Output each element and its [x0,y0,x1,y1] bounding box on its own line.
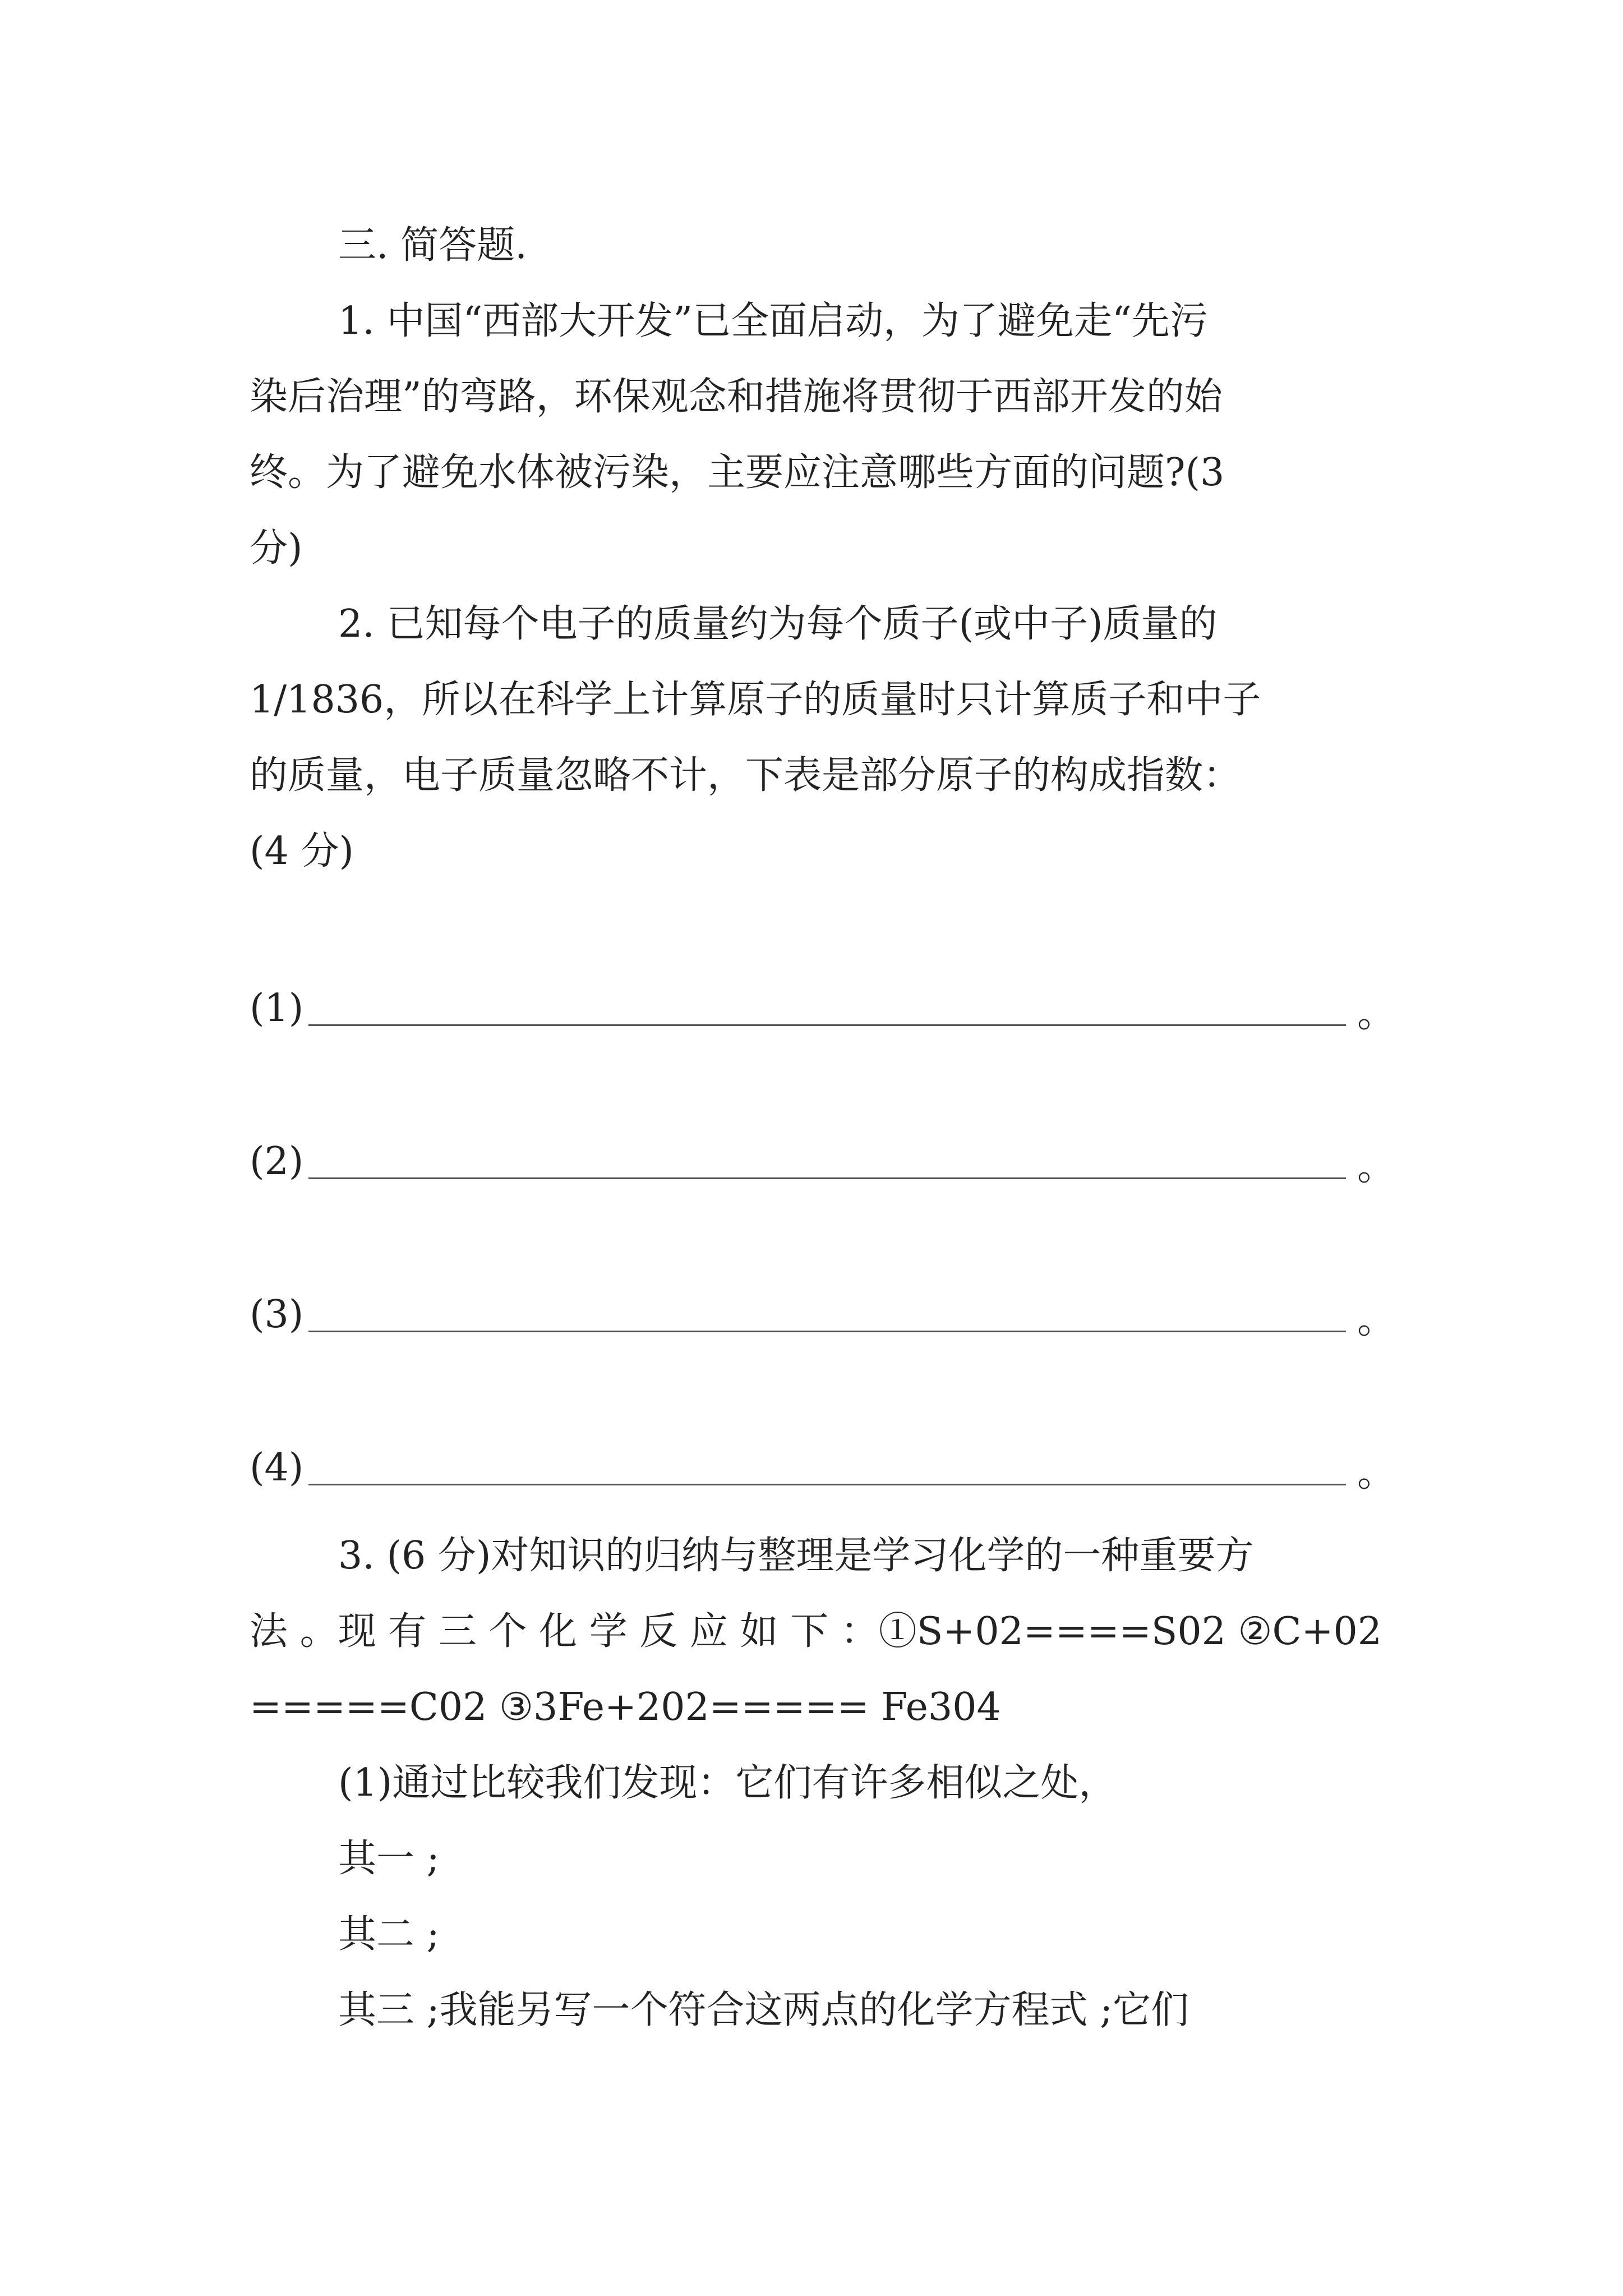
q3-item-2: 其二 ; [338,1912,440,1957]
blank-label: (3) [250,1292,304,1337]
blank-label: (1) [250,986,304,1030]
answer-blank-2[interactable] [250,1135,1416,1189]
answer-blank-4[interactable] [250,1441,1416,1495]
blank-end-mark: 。 [1357,1451,1396,1496]
q3-item-3: 其三 ;我能另写一个符合这两点的化学方程式 ;它们 [338,1988,1189,2032]
q1-line-4: 分) [250,526,303,570]
blank-end-mark: 。 [1357,992,1396,1036]
q1-line-3: 终。为了避免水体被污染，主要应注意哪些方面的问题?(3 [250,450,1225,495]
q2-line-1: 2. 已知每个电子的质量约为每个质子(或中子)质量的 [338,602,1218,646]
q1-line-2: 染后治理”的弯路，环保观念和措施将贯彻于西部开发的始 [250,375,1223,419]
q3-item-1: 其一 ; [338,1837,440,1881]
q1-line-1: 1. 中国“西部大开发”已全面启动，为了避免走“先污 [338,299,1208,343]
q3-line-1: 3. (6 分)对知识的归纳与整理是学习化学的一种重要方 [338,1534,1254,1578]
blank-end-mark: 。 [1357,1145,1396,1189]
answer-blank-1[interactable] [250,982,1416,1036]
answer-blank-3[interactable] [250,1288,1416,1342]
blank-label: (2) [250,1139,304,1184]
q2-line-4: (4 分) [250,829,354,873]
blank-underline [308,1177,1346,1179]
blank-underline [308,1024,1346,1026]
blank-end-mark: 。 [1357,1298,1396,1342]
blank-underline [308,1484,1346,1485]
blank-underline [308,1331,1346,1332]
q3-line-3: =====C02 ③3Fe+202===== Fe304 [250,1685,1001,1729]
blank-label: (4) [250,1446,304,1490]
q2-line-2: 1/1836，所以在科学上计算原子的质量时只计算质子和中子 [250,678,1261,722]
q2-line-3: 的质量，电子质量忽略不计，下表是部分原子的构成指数： [250,753,1242,798]
q3-sub1: (1)通过比较我们发现：它们有许多相似之处， [338,1761,1117,1805]
q3-line-2: 法 。现 有 三 个 化 学 反 应 如 下 ：①S+02====S02 ②C+02 [250,1609,1382,1654]
section-title: 三. 简答题. [338,223,527,268]
